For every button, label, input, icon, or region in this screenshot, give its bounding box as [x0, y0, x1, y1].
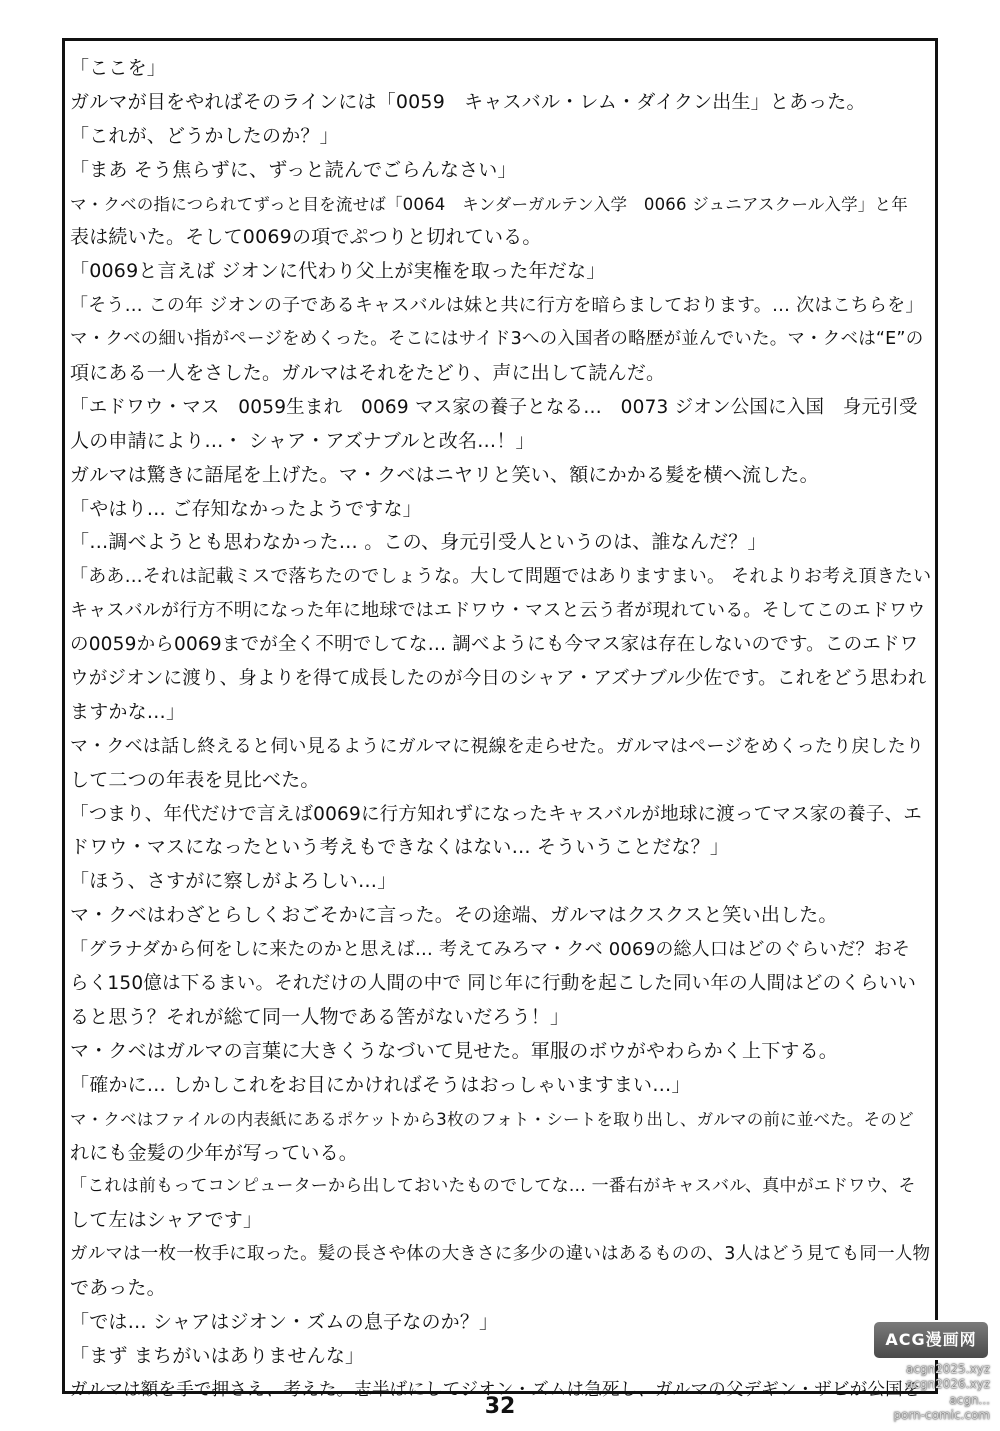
text-line: 「まあ そう焦らずに、ずっと読んでごらんなさい」 — [70, 158, 517, 181]
watermark — [872, 1320, 990, 1424]
text-line: 「エドワウ・マス 0059生まれ 0069 マス家の養子となる… 0073 ジオン公国に入国 身元引受 — [70, 396, 918, 418]
text-line: して二つの年表を見比べた。 — [70, 768, 320, 791]
text-line: らく150億は下るまい。それだけの人間の中で 同じ年に行動を起こした同い年の人間はどのくらいい — [70, 973, 917, 995]
text-line: マ・クベの指につられてずっと目を流せば「0064 キンダーガルテン入学 0066 ジュニアスクール入学」と年 — [70, 194, 908, 214]
text-line: の0059から0069までが全く不明でしてな… 調べようにも今マス家は存在しないのです。このエドワ — [70, 634, 919, 656]
text-line: ると思う？それが総て同一人物である筈がないだろう！」 — [70, 1005, 570, 1028]
text-line: 人の申請により…・ シャア・アズナブルと改名…！」 — [70, 429, 535, 452]
text-line: 「ああ…それは記載ミスで落ちたのでしょうな。大して問題ではありますまい。 それよりお考え頂きたい — [70, 566, 932, 588]
text-line: マ・クベはガルマの言葉に大きくうなづいて見せた。軍服のボウがやわらかく上下する。 — [70, 1039, 839, 1062]
text-line: であった。 — [70, 1277, 166, 1300]
text-line: ガルマが目をやればそのラインには「0059 キャスバル・レム・ダイクン出生」とあった。 — [70, 90, 866, 113]
watermark-url: porn-comic.com — [893, 1408, 990, 1422]
text-line: 項にある一人をさした。ガルマはそれをたどり、声に出して読んだ。 — [70, 362, 666, 385]
text-line: 「ほう、さすがに察しがよろしい…」 — [70, 870, 397, 893]
text-line: ガルマは額を手で押さえ、考えた。志半ばにしてジオン・ズムは急死し、ガルマの父デギン・ザビが公国を — [70, 1379, 921, 1400]
text-line: 「まず まちがいはありませんな」 — [70, 1344, 365, 1367]
text-line: 「ここを」 — [70, 57, 167, 79]
text-line: ドワウ・マスになったという考えもできなくはない… そういうことだな？」 — [70, 836, 730, 859]
text-line: 「…調べようとも思わなかった… 。この、身元引受人というのは、誰なんだ？」 — [70, 531, 767, 554]
text-line: して左はシャアです」 — [70, 1209, 263, 1232]
text-line: 「確かに… しかしこれをお目にかければそうはおっしゃいますまい…」 — [70, 1073, 691, 1096]
text-line: ガルマは一枚一枚手に取った。髪の長さや体の大きさに多少の違いはあるものの、3人はどう見ても同一人物 — [70, 1244, 931, 1265]
text-line: キャスバルが行方不明になった年に地球ではエドワウ・マスと云う者が現れている。そしてこのエドワウ — [70, 600, 926, 622]
text-line: マ・クベは話し終えると伺い見るようにガルマに視線を走らせた。ガルマはページをめくったり戻したり — [70, 735, 925, 757]
page-number: 32 — [484, 1394, 516, 1419]
text-line: ますかな…」 — [70, 700, 186, 723]
text-line: ガルマは驚きに語尾を上げた。マ・クベはニヤリと笑い、額にかかる髪を横へ流した。 — [70, 463, 819, 486]
manga-text-block — [70, 52, 932, 1408]
text-line: 「やはり… ご存知なかったようですな」 — [70, 497, 422, 520]
text-line: 「これが、どうかしたのか？」 — [70, 124, 339, 147]
text-line: マ・クベの細い指がページをめくった。そこにはサイド3への入国者の略歴が並んでいた。マ・クベは“E”の — [70, 329, 924, 350]
text-line: 「これは前もってコンピューターから出しておいたものでしてな… 一番右がキャスバル、真中がエドワウ、そ — [70, 1176, 916, 1197]
text-line: 「では… シャアはジオン・ズムの息子なのか？」 — [70, 1310, 499, 1333]
text-line: 表は続いた。そして0069の項でぷつりと切れている。 — [70, 226, 542, 249]
watermark-logo: ACG漫画网 — [872, 1320, 990, 1360]
text-line: 「そう… この年 ジオンの子であるキャスバルは妹と共に行方を暗らましております。… 次はこちらを」 — [70, 295, 924, 317]
watermark-url: acgn2025.xyz — [905, 1362, 990, 1376]
text-line: マ・クベはファイルの内表紙にあるポケットから3枚のフォト・シートを取り出し、ガルマの前に並べた。そのど — [70, 1109, 914, 1129]
watermark-url: acgn... — [949, 1393, 990, 1407]
text-line: ウがジオンに渡り、身よりを得て成長したのが今日のシャア・アズナブル少佐です。これをどう思われ — [70, 668, 927, 690]
text-line: 「0069と言えば ジオンに代わり父上が実権を取った年だな」 — [70, 260, 606, 283]
text-line: れにも金髪の少年が写っている。 — [70, 1141, 359, 1164]
watermark-url: acgn2026.xyz — [905, 1377, 990, 1391]
text-line: 「グラナダから何をしに来たのかと思えば… 考えてみろマ・クベ 0069の総人口はどのぐらいだ？おそ — [70, 939, 911, 961]
text-line: マ・クベはわざとらしくおごそかに言った。その途端、ガルマはクスクスと笑い出した。 — [70, 904, 838, 927]
text-line: 「つまり、年代だけで言えば0069に行方知れずになったキャスバルが地球に渡ってマス家の養子、エ — [70, 803, 922, 825]
